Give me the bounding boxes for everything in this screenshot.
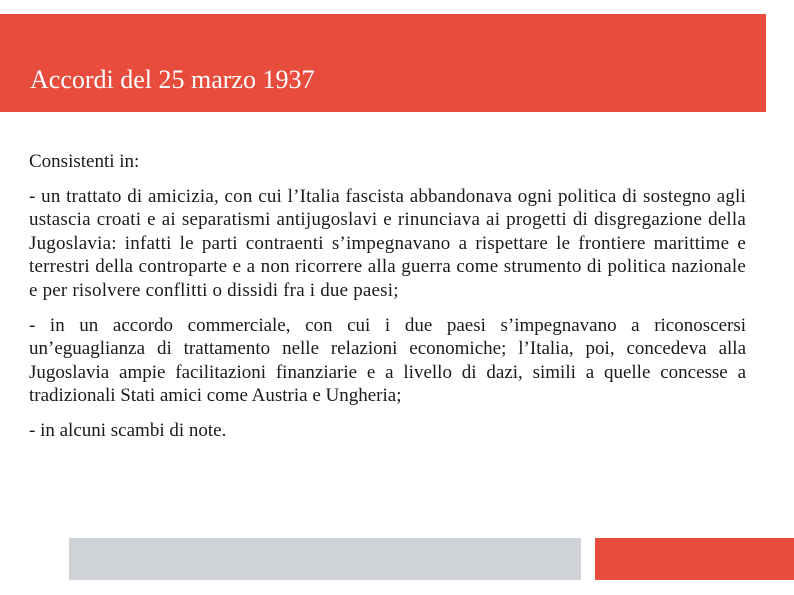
slide-title: Accordi del 25 marzo 1937 xyxy=(30,65,315,94)
slide-body xyxy=(29,150,746,454)
intro-text: Consistenti in: xyxy=(29,151,140,172)
footer-bar-gray xyxy=(69,538,581,580)
footer-bar-red xyxy=(595,538,794,580)
list-item-treaty: - un trattato di amicizia, con cui l’Italia fascista abbandonava ogni politica di sostegno agli ustascia croati e ai separatismi antijugoslavi e rinunciava ai progetti di disgregazione della Jugoslavia: infatti le parti contraenti s’impegnavano a rispettare le frontiere marittime e terrestri della controparte e a non ricorrere alla guerra come strumento di politica nazionale e per risolvere conflitti o dissidi fra i due paesi; xyxy=(29,185,746,301)
list-item-trade-agreement: - in un accordo commerciale, con cui i due paesi s’impegnavano a riconoscersi un’eguaglianza di trattamento nelle relazioni economiche; l’Italia, poi, concedeva alla Jugoslavia ampie facilitazioni finanziarie e a livello di dazi, simili a quelle concesse a tradizionali Stati amici come Austria e Ungheria; xyxy=(29,314,746,407)
title-band xyxy=(0,14,766,112)
list-item-notes: - in alcuni scambi di note. xyxy=(29,419,227,441)
